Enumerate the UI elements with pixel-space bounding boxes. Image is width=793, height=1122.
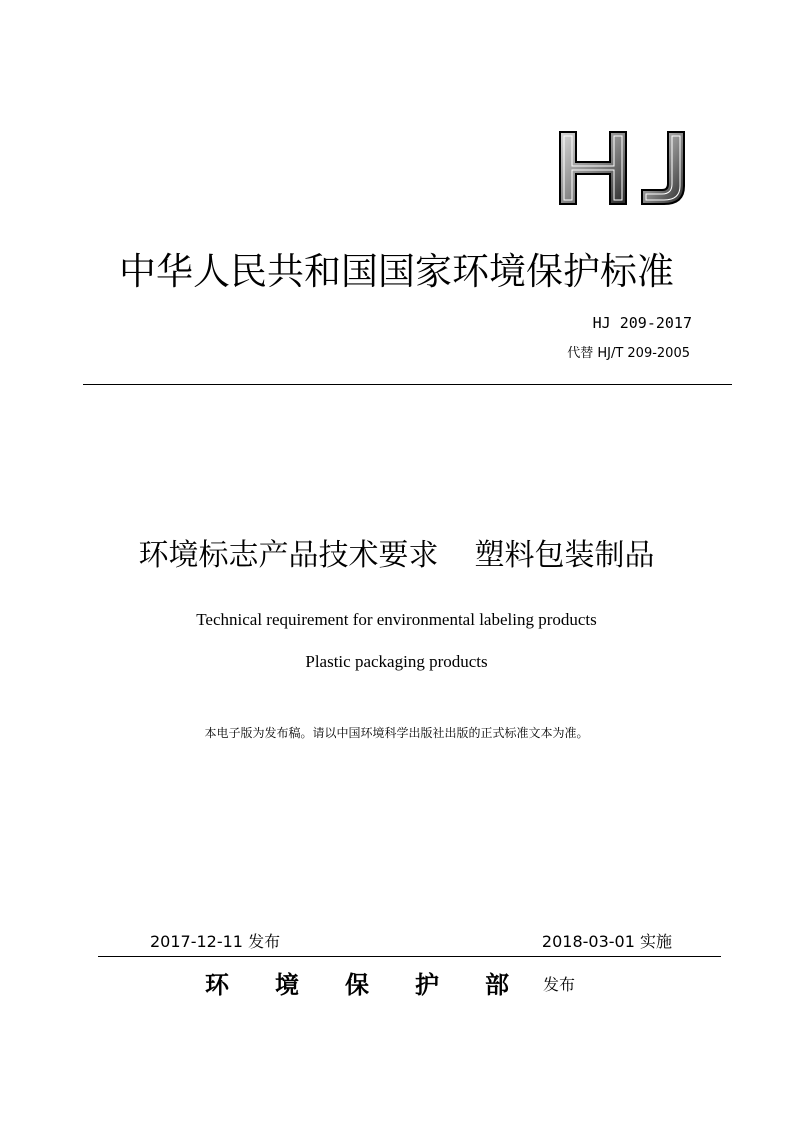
issuer-suffix: 发布 <box>543 975 576 994</box>
national-standard-title: 中华人民共和国国家环境保护标准 <box>119 250 674 293</box>
chinese-title-part1: 环境标志产品技术要求 <box>138 538 439 573</box>
issue-date: 2017-12-11 发布 <box>150 932 281 951</box>
english-title-line2: Plastic packaging products <box>305 652 488 671</box>
issuer-char: 部 <box>485 970 509 999</box>
footer-divider <box>98 956 721 957</box>
electronic-version-notice: 本电子版为发布稿。请以中国环境科学出版社出版的正式标准文本为准。 <box>204 726 589 740</box>
english-title-line1: Technical requirement for environmental labeling products <box>196 610 597 629</box>
chinese-title-part2: 塑料包装制品 <box>474 538 655 573</box>
replaces-standard: 代替 HJ/T 209-2005 <box>567 346 690 361</box>
issuer-char: 保 <box>345 970 369 999</box>
implementation-date: 2018-03-01 实施 <box>541 932 672 951</box>
issuer <box>205 968 575 1004</box>
issuer-char: 环 <box>205 970 229 999</box>
chinese-title <box>0 535 793 577</box>
standard-number: HJ 209-2017 <box>592 314 692 332</box>
issuer-char: 境 <box>275 970 299 999</box>
issuer-char: 护 <box>415 970 439 999</box>
header-divider <box>83 384 732 385</box>
hj-logo <box>556 128 690 208</box>
